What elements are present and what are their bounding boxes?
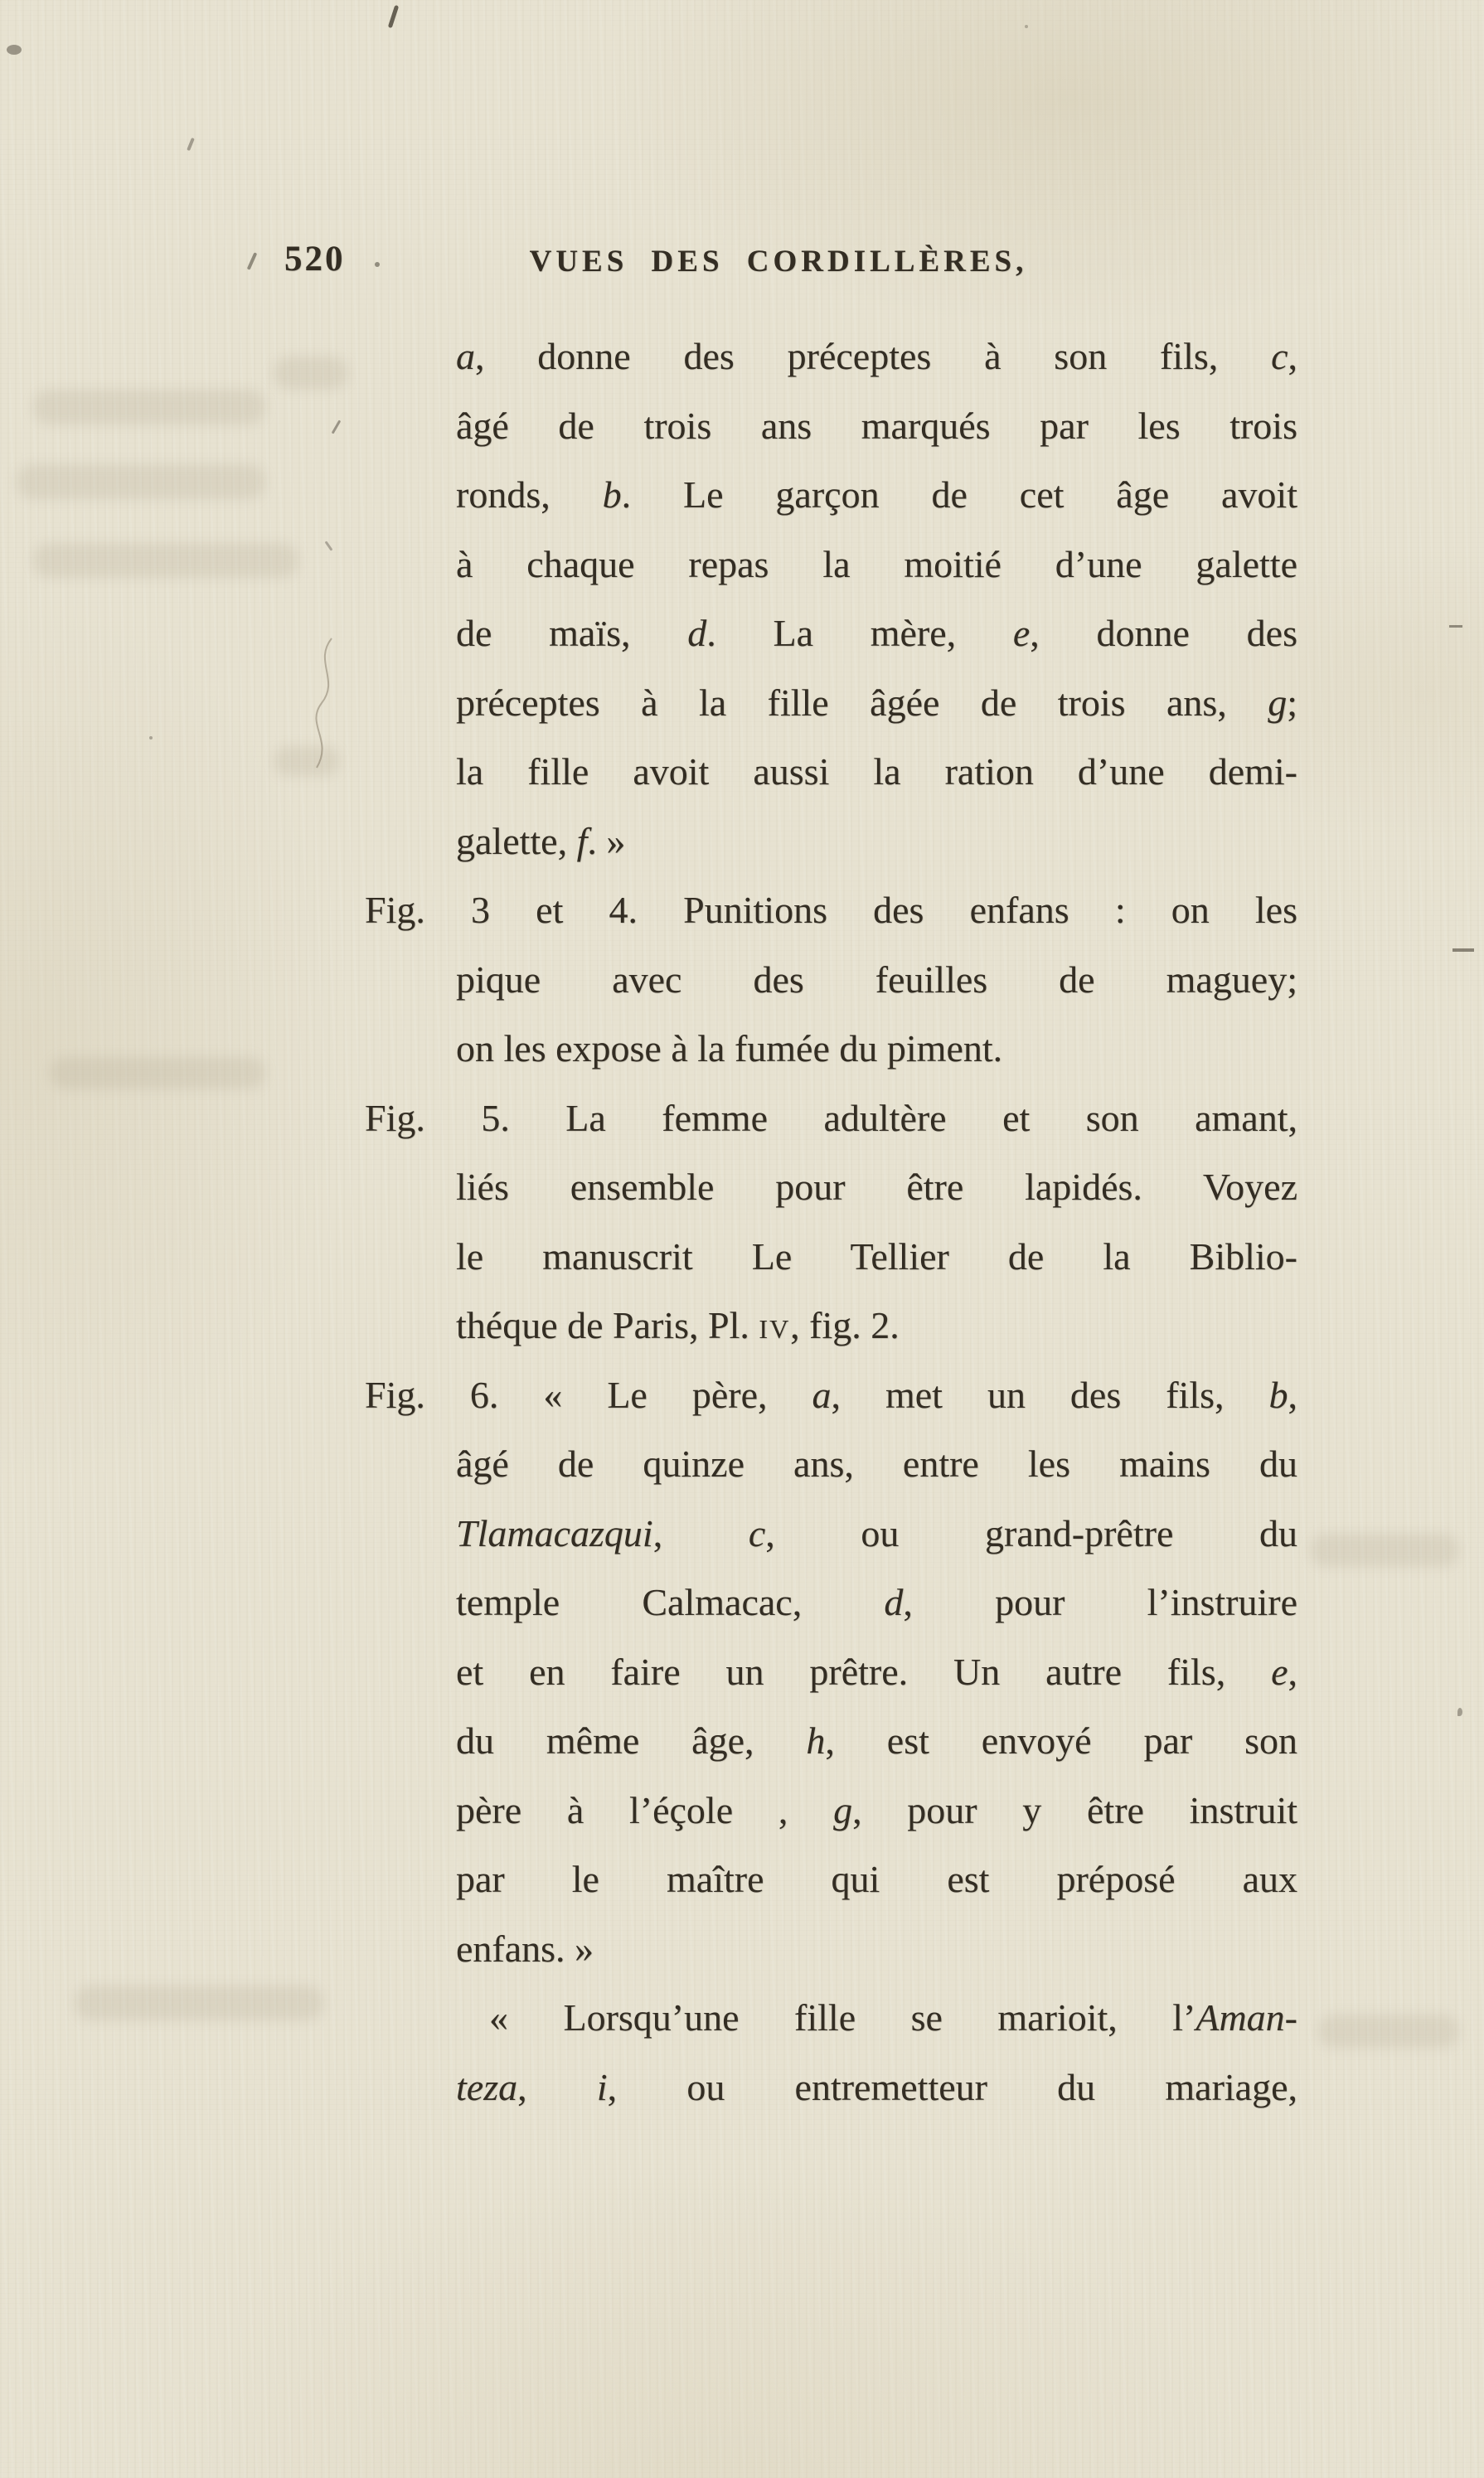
text-line: enfans. » — [456, 1927, 594, 1970]
show-through-smudge — [1318, 2015, 1459, 2048]
text-line: la fille avoit aussi la ration d’une demi- — [456, 750, 1297, 793]
text-line: « Lorsqu’une fille se marioit, l’Aman- — [489, 1996, 1297, 2039]
ink-speck — [332, 419, 342, 434]
text-line: à chaque repas la moitié d’une galette — [456, 542, 1297, 585]
text-block — [365, 322, 1297, 2122]
text-line: de maïs, d. La mère, e, donne des — [456, 612, 1297, 654]
ink-speck — [187, 138, 195, 151]
show-through-smudge — [17, 464, 265, 499]
text-line: on les expose à la fumée du piment. — [456, 1027, 1003, 1069]
text-line: âgé de trois ans marqués par les trois — [456, 404, 1297, 447]
text-line: pique avec des feuilles de maguey; — [456, 958, 1297, 1001]
running-header: VUES DES CORDILLÈRES, — [529, 245, 1028, 279]
text-line: teza, i, ou entremetteur du mariage, — [456, 2065, 1298, 2108]
ink-speck — [1025, 25, 1028, 28]
show-through-smudge — [75, 1986, 323, 2020]
text-line: et en faire un prêtre. Un autre fils, e, — [456, 1650, 1297, 1693]
text-line: Fig. 5. La femme adultère et son amant, — [365, 1096, 1297, 1139]
text-line: âgé de quinze ans, entre les mains du — [456, 1443, 1297, 1485]
text-line: théque de Paris, Pl. iv, fig. 2. — [456, 1304, 900, 1346]
text-line: a, donne des préceptes à son fils, c, — [456, 335, 1297, 377]
page-number: 520 — [284, 240, 346, 279]
text-line: liés ensemble pour être lapidés. Voyez — [456, 1166, 1297, 1208]
paper-fiber — [297, 637, 347, 769]
show-through-smudge — [1310, 1534, 1459, 1567]
text-line: Tlamacazqui, c, ou grand-prêtre du — [456, 1511, 1298, 1554]
ink-speck — [388, 5, 399, 28]
show-through-smudge — [33, 543, 298, 578]
show-through-smudge — [50, 1057, 265, 1089]
text-line: par le maître qui est préposé aux — [456, 1858, 1297, 1900]
text-line: galette, f. » — [456, 819, 626, 862]
text-line: du même âge, h, est envoyé par son — [456, 1719, 1297, 1762]
text-line: père à l’éçole , g, pour y être instruit — [456, 1788, 1298, 1831]
ink-speck — [1452, 948, 1474, 952]
ink-speck — [325, 541, 333, 550]
show-through-smudge — [33, 390, 265, 424]
text-line: ronds, b. Le garçon de cet âge avoit — [456, 473, 1297, 516]
show-through-smudge — [274, 356, 348, 390]
text-line: le manuscrit Le Tellier de la Biblio- — [456, 1234, 1297, 1278]
text-line: préceptes à la fille âgée de trois ans, g; — [456, 681, 1297, 724]
text-line: Fig. 3 et 4. Punitions des enfans : on les — [365, 889, 1297, 931]
ink-speck — [149, 736, 153, 740]
ink-speck — [1449, 625, 1462, 628]
ink-speck — [7, 45, 22, 55]
text-line: temple Calmacac, d, pour l’instruire — [456, 1581, 1297, 1623]
text-line: Fig. 6. « Le père, a, met un des fils, b, — [365, 1373, 1298, 1416]
ink-speck — [1457, 1708, 1462, 1716]
